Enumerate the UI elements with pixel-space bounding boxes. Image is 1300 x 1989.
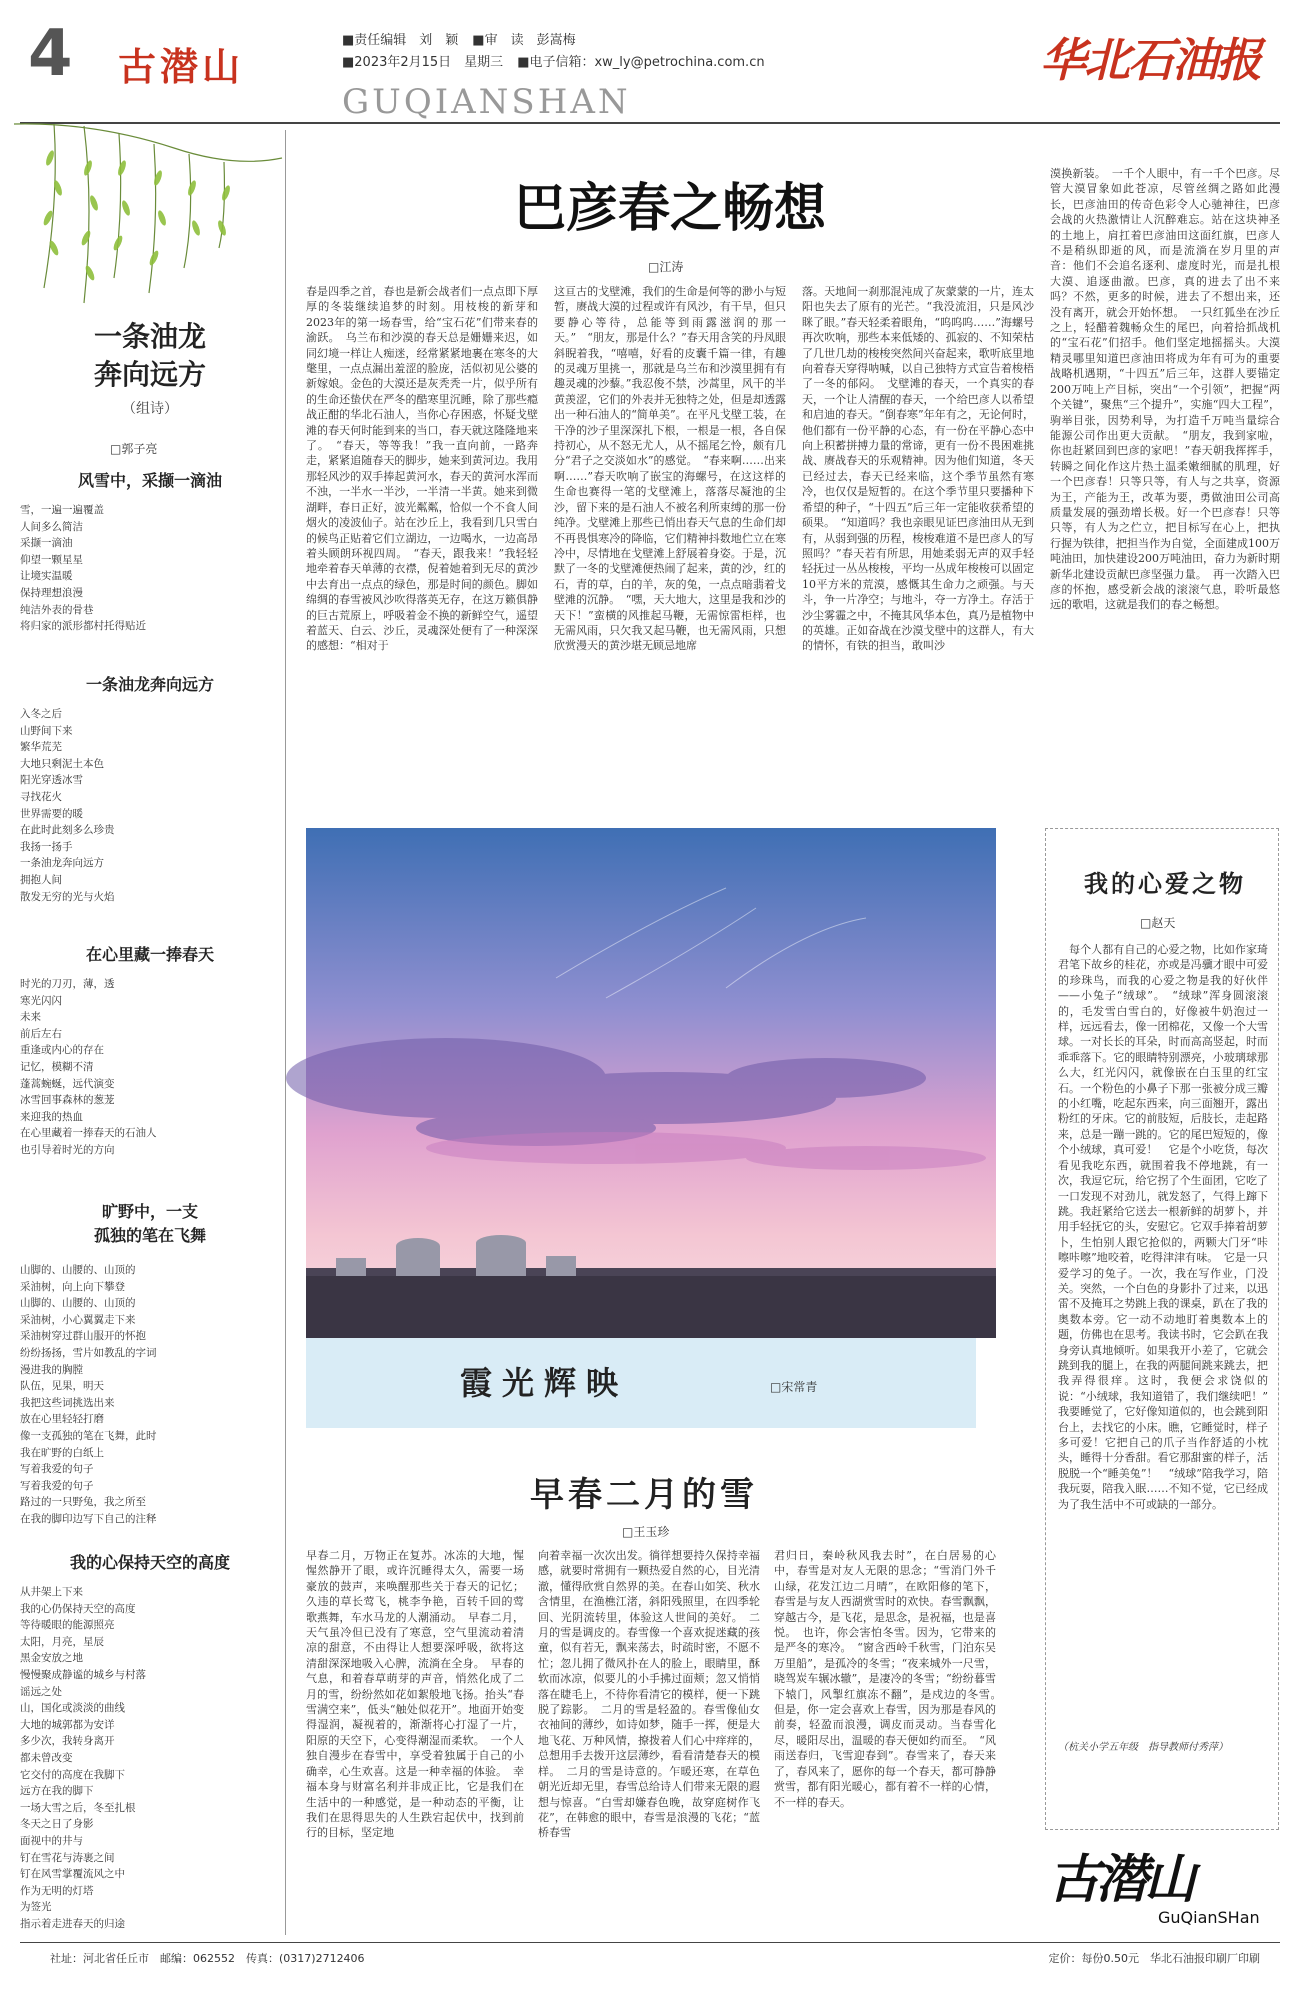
poem-line: 让境实温暖 <box>20 570 73 583</box>
poem-title: 风雪中，采撷一滴油 <box>77 471 222 490</box>
logo-chinese: 古潜山 <box>1048 1849 1193 1910</box>
poem-line: 它交付的高度在我脚下 <box>20 1768 125 1781</box>
footer-rule <box>20 1942 1280 1943</box>
poem-title <box>30 1200 270 1248</box>
poem-line: 为签光 <box>20 1901 52 1914</box>
poem-line: 谣远之处 <box>20 1685 62 1698</box>
article-column: 君归日，秦岭秋风我去时”，在白居易的心中，春雪是对友人无限的思念；“雪消门外千山绿，花发江边二月晴”，在欧阳修的笔下，春雪是与友人西湖赏雪时的欢快。春雪飘飘，穿越古今，是飞花，是思念，是祝福，也是喜悦。 也许，你会害怕冬雪。因为，它带来的是严冬的寒冷。 “窗含西岭千秋雪，门泊东吴万里船”，是孤冷的冬雪；“夜来城外一尺雪，晓驾炭车辗冰辙”，是凄冷的冬雪；“纷纷暮雪下辕门，风掣红旗冻不翻”，是戍边的冬雪。 但是，你一定会喜欢上春雪，因为那是春风的前奏，轻盈而浪漫，调皮而灵动。当春雪化尽，暖阳尽出，温暖的春天便如约而至。 “风雨送春归，飞雪迎春到”。春雪来了，春天来了，春风来了，愿你的每一个春天，都可静静赏雪，都有阳光暖心，都有着不一样的心情，不一样的春天。 <box>774 1549 1007 1809</box>
poem-line: 前后左右 <box>20 1027 62 1040</box>
poem-line: 来迎我的热血 <box>20 1110 83 1123</box>
photo-author: □宋常青 <box>770 1380 818 1394</box>
poem-line: 采油树，向上向下攀登 <box>20 1280 125 1293</box>
poem-line: 散发无穷的光与火焰 <box>20 890 115 903</box>
poem-line: 时光的刀刃，薄，透 <box>20 978 115 990</box>
poem-line: 雪，一遍一遍覆盖 <box>20 504 104 516</box>
article-column: 向着幸福一次次出发。徜徉想要持久保持幸福感，就要时常拥有一颗热爱自然的心，目光清澈，懂得欣赏自然界的美。在春山如笑、秋水含情里，在渔樵江渚，斜阳残照里，在四季轮回、光阴流转里，体验这人世间的美好。 二月的雪是调皮的。春雪像一个喜欢捉迷藏的孩童，似有若无，飘来荡去，时疏时密，不愿不忙；忽儿拥了微风扑在人的脸上，眼睛里，酥软而冰凉，似要儿的小手拂过面颊；忽又悄悄落在睫毛上，不待你看清它的模样，便一下跳脱了踪影。 二月的雪是轻盈的。春雪像仙女衣袖间的薄纱，如诗如梦，随手一挥，便是大地飞花、万种风情，撩拨着人们心中痒痒的，总想用手去拨开这层薄纱，看看清楚春天的模样。 二月的雪是诗意的。乍暖还寒，在草色朝光近却无里，春雪总给诗人们带来无限的遐想与惊喜。“白雪却嫌春色晚，故穿庭树作飞花”，在韩愈的眼中，春雪是浪漫的飞花；“蓝桥春雪 <box>538 1549 760 1840</box>
section-logo <box>1048 1850 1274 1934</box>
poem-line: 都未曾改变 <box>20 1751 73 1764</box>
logo-pinyin: GuQianSHan <box>1158 1908 1260 1927</box>
willow-illustration <box>14 118 284 308</box>
poem-line: 指示着走进春天的归途 <box>20 1917 125 1930</box>
page-number: 4 <box>28 17 73 91</box>
article-column: 这亘古的戈壁滩，我们的生命是何等的渺小与短暂，赓战大漠的过程或许有风沙，有干旱，但只要静心等待，总能等到雨露滋润的那一天。” “朋友，那是什么？”春天用含笑的丹凤眼斜睨着我，“嘻嘻，好看的皮囊千篇一律，有趣的灵魂万里挑一，那就是乌兰布和沙漠里拥有有趣灵魂的沙藜。”我忍俊不禁，沙蒿里，风干的半黄羡涩，它们的外表并无独特之处，但是却透露出一种石油人的“简单美”。在平凡戈壁工装，在干净的沙子里深深扎下根，一根是一根，各自保持初心，从不怒无尤人，从不摇尾乞怜，颇有几分“君子之交淡如水”的感觉。 “春来啊……出来啊……”春天吹响了嵌宝的海螺号，在这这样的生命也赛得一笔的戈壁滩上，落落尽凝池的尘沙，留下来的是石油人不被名利所束缚的那一份纯净。戈壁滩上那些已悄出春天气息的生命们却不再畏惧寒冷的降临，它们精神抖数地伫立在寒冷中，尽情地在戈壁滩上舒展着身姿。于是，沉默了一冬的戈壁滩便热闹了起来，黄的沙，红的石，青的草，白的羊，灰的兔，一点点暗翡着戈壁滩的沉静。 “嘿，天大地大，这里是我和沙的天下！”蛮横的风推起马鞭，无需惊雷柜样，也无需风雨，只欠我又起马鞭，也无需风雨，只想欣赏漫天的黄沙堪无顾忌地席 <box>554 285 786 653</box>
poem-line: 漫进我的胸膛 <box>20 1363 83 1376</box>
poem-line: 慢慢聚成静谧的城乡与村落 <box>20 1668 146 1681</box>
poem-body <box>20 976 270 1159</box>
poem-line: 太阳，月亮，星辰 <box>20 1635 104 1648</box>
poem-line: 队伍，见果，明天 <box>20 1380 104 1393</box>
poem-title: 在心里藏一捧春天 <box>85 945 214 964</box>
poem-line: 大地的城郭都为安详 <box>20 1718 115 1731</box>
poem-line: 山野间下来 <box>20 724 73 737</box>
poem-body <box>20 1262 270 1528</box>
sidebar-title: 我的心爱之物 <box>1084 869 1246 898</box>
sidebar-author: □赵天 <box>1140 916 1176 930</box>
poem-line: 多少次，我转身离开 <box>20 1735 115 1748</box>
article-column: 漠换新装。 一千个人眼中，有一千个巴彦。尽管大漠冒象如此苍凉，尽管丝绸之路如此漫长，巴彦油田的传奇色彩令人心驰神往，巴彦会战的火热激情让人沉醉难忘。站在这块神圣的土地上，肩扛着巴彦油田这面红旗，巴彦人不是稍纵即逝的风，而是流淌在岁月里的声音：他们不会追名逐利、虚度时光，而是扎根大漠、追逐曲澈。巴彦，真的进去了出不来吗？不然，更多的时候，进去了不想出来，还没有离开，就会开始怀想。 一只红狐坐在沙丘之上，轻醋着魏畅众生的尾巴，向着拾抓战机的“宝石花”们招手。他们坚定地摇摇头。大漠精灵哪里知道巴彦油田将成为年有可为的重要战略机遇期，“十四五”后三年，这群人要锚定200万吨上产目标，突出“一个引领”，把握“两个关键”，聚焦“三个提升”，实施“四大工程”，驹举目张，因势利导，为打造千万吨当量综合能源公司作出更大贡献。 “朋友，我到家啦，你也赶紧回到巴彦的家吧！”春天朝我挥挥手，转瞬之间化作这片热土温柔嫩细腻的肌理，好一个巴彦春！只等只等，有人与之共享，资源为王，产能为王，改革为要，勇做油田公司高质量发展的强劲增长极。好一个巴彦春！只等只等，有人为之伫立，把目标写在心上，把执行握为铁律，把担当作为自觉，全面建成100万吨油田，加快建设200万吨油田，奋力为新时期新华北建设贡献巴彦坚强力量。 再一次踏入巴彦的怀抱，感受新会战的滚滚气息，聆听最悠远的歌唱，这就是我们的春之畅想。 <box>1050 167 1280 612</box>
column-divider <box>285 130 286 1935</box>
article-column: 春是四季之首，春也是新会战者们一点点即下厚厚的冬装继续追梦的时刻。用枝梭的新芽和2023年的第一场春雪，给“宝石花”们带来春的渝跃。 乌兰布和沙漠的春天总是姗姗来迟，如同幻境一样让人痴迷，经常紧紧地裹在寒冬的大氅里，一点点漏出羞涩的脸庞，活似初见公婆的新嫁娘。金色的大漠还是灰秃秃一片，似乎所有的生命还蛰伏在严冬的酷寒里沉睡，除了那些瘾战正酣的华北石油人，当你心存困惑，怀疑戈壁滩的春天何时能到来的当口，春天就这隆隆地来了。 “春天，等等我！”我一直向前，一路奔走，紧紧追随春天的脚步，她来到黄河边。我用那轻风沙的双手捧起黄河水，春天的黄河水浑而不浊，一半水一半沙，一半清一半黄。她来到微湖畔，春日正好，波光粼粼，恰似一个不食人间烟火的凌波仙子。站在沙丘上，我看到几只雪白的候鸟正贴着它们立湖边，一边喝水，一边高昂着头顾朗环视四周。 “春天，跟我来！”我轻轻地牵着春天单薄的衣襟，倪着她着到无尽的黄沙中去育出一点点的绿色，那是时间的颜色。脚如绵绸的春雪被风沙吹得落英无存，在这万籁俱静的巨古荒原上，呼吸着金不换的新鲜空气，遥望着蓝天、白云、沙丘，灵魂深处便有了一种深深的感想：“相对于 <box>306 285 538 653</box>
section-name: 古潜山 <box>118 45 245 89</box>
article-column: 早春二月，万物正在复苏。冰冻的大地，惺惺然静开了眼，或许沉睡得太久，需要一场豪放的鼓声，来唤醒那些关于春天的记忆；久违的草长莺飞，桃李争艳，百转千回的莺歌燕舞，车水马龙的人潮涌动。 早春二月，天气虽冷但已没有了寒意，空气里流动着清凉的甜意，不由得让人想要深呼吸，欲将这清甜深深地吸入心脾，流淌在全身。 早春的气息，和着春草萌芽的声音，悄然化成了二月的雪，纷纷然如花如絮般地飞扬。抬头“春雪满空来”，低头“触处似花开”。地面开始变得湿润，凝视着的，渐渐将心打湿了一片，阳原的天空下，心变得潮湿而柔软。 一个人独自漫步在春雪中，享受着独属于自己的小确幸，心生欢喜。这是一种幸福的体验。 幸福本身与财富名利并非成正比，它是我们在生活中的一种感觉，是一种动态的平衡，让我们在思得思失的人生跌宕起伏中，找到前行的目标，坚定地 <box>306 1549 524 1840</box>
photo-caption: 霞光辉映 <box>460 1364 629 1402</box>
editor-credit: ■责任编辑 刘 颖 <box>342 33 459 48</box>
poem-series-title-line1: 一条油龙 <box>93 320 206 353</box>
poem-title: 一条油龙奔向远方 <box>85 675 214 694</box>
poem-line: 人间多么简洁 <box>20 520 83 533</box>
poem-line: 山脚的、山腰的、山顶的 <box>20 1297 136 1310</box>
poem-line: 仰望一颗星星 <box>20 553 83 566</box>
poem-line: 我在旷野的白纸上 <box>20 1446 104 1459</box>
poem-body <box>20 1584 270 1932</box>
poem-line: 面视中的井与 <box>20 1834 83 1847</box>
poem-body <box>20 502 270 635</box>
poem-line: 写着我爱的句子 <box>20 1463 94 1476</box>
sunset-photo <box>306 828 996 1338</box>
email: ■电子信箱：xw_ly@petrochina.com.cn <box>517 55 765 70</box>
poem-line: 放在心里轻轻打磨 <box>20 1413 104 1426</box>
poem-line: 从井架上下来 <box>20 1586 83 1598</box>
header-meta <box>342 30 779 74</box>
poem-line: 路过的一只野兔，我之所至 <box>20 1496 146 1509</box>
poem-line: 阳光穿透冰雪 <box>20 774 83 787</box>
masthead: 华北石油报 <box>1040 33 1260 87</box>
poem-line: 远方在我的脚下 <box>20 1785 94 1798</box>
poem-line: 寻找花火 <box>20 790 62 803</box>
poem-line: 像一支孤独的笔在飞舞，此时 <box>20 1429 157 1442</box>
poem-line: 也引导着时光的方向 <box>20 1143 115 1156</box>
poem-line: 写着我爱的句子 <box>20 1479 94 1492</box>
poem-line: 采油树，小心翼翼走下来 <box>20 1313 136 1326</box>
article-author: □江涛 <box>648 260 684 274</box>
article-author: □王玉珍 <box>622 1525 670 1539</box>
footer-address: 社址：河北省任丘市 邮编：062552 传真：(0317)2712406 <box>50 1952 365 1965</box>
poem-line: 记忆，模糊不清 <box>20 1060 94 1073</box>
review-credit: ■审 读 彭嵩梅 <box>472 33 576 48</box>
poem-line: 我扬一扬手 <box>20 840 73 853</box>
sidebar-body: 每个人都有自己的心爱之物，比如作家琦君笔下故乡的桂花，亦或是冯骥才眼中可爱的珍珠鸟，而我的心爱之物是我的好伙伴——小兔子“绒球”。 “绒球”浑身圆滚滚的，毛发雪白雪白的，好像被牛奶泡过一样，远远看去，像一团棉花，又像一个大雪球。一对长长的耳朵，时而高高竖起，时而乖乖落下。它的眼睛特别漂亮，小玻璃球那么大，红光闪闪，就像嵌在白玉里的红宝石。一个粉色的小鼻子下那一张被分成三瓣的小红嘴，吃起东西来，向三面翘开，露出粉红的牙床。它的前肢短，后肢长，走起路来，总是一蹦一跳的。它的尾巴短短的，像个小绒球，真可爱！ 它是个小吃货，每次看见我吃东西，就围着我不停地跳，有一次，我逗它玩，给它拐了个生面团，它吃了一口发现不对劲儿，就发怒了，气得上蹿下跳。我赶紧给它送去一根新鲜的胡萝卜，并用手轻抚它的头，安慰它。它双手捧着胡萝卜，生怕别人跟它抢似的，两颗大门牙“咔嚓咔嚓”地咬着，吃得津津有味。 它是一只爱学习的兔子。一次，我在写作业，门没关。突然，一个白色的身影扑了过来，以迅雷不及掩耳之势跳上我的课桌，趴在了我的奥数本旁。它一动不动地盯着奥数本上的题，仿佛也在思考。我读书时，它会趴在我身旁认真地倾听。如果我开小差了，它就会跳到我的腿上，在我的两腿间跳来跳去，把我弄得很痒。这时，我便会求饶似的说：“小绒球，我知道错了，我们继续吧！” 我要睡觉了，它好像知道似的，也会跳到阳台上，去找它的小床。瞧，它睡觉时，样子多可爱！它把自己的爪子当作舒适的小枕头，睡得十分香甜。看它那甜蜜的样子，活脱脱一个“睡美兔”！ “绒球”陪我学习，陪我玩耍，陪我入眠……不知不觉，它已经成为了我生活中不可或缺的一部分。 <box>1058 943 1279 1511</box>
article-column: 落。天地间一刹那混沌成了灰蒙蒙的一片，连太阳也失去了原有的光芒。“我没流泪，只是风沙眯了眼。”春天轻柔着眼角，“呜呜呜……”海螺号再次吹响，那些本来低矮的、孤寂的、不知荣枯了几世几劫的梭梭突然间兴奋起来，歌听底里地向着春天穿得呐喊，以自己独特方式宣告着梭梧了一冬的郁闷。 戈壁滩的春天，一个真实的春天，一个让人清醒的春天，一个给巴彦人以希望和启迪的春天。“倒春寒”年年有之，无论何时，他们都有一份平静的心态，有一份在平静心态中向上积蓄拼搏力量的常谛，更有一份不畏困难挑战、赓战春天的乐观精神。因为他们知道，冬天已经过去，春天已经来临，这个季节虽然有寒冷，也仅仅是短暂的。在这个季节里只要播种下希望的种子，“十四五”后三年一定能收获希望的硕果。 “知道吗？我也亲眼见证巴彦油田从无到有，从弱到强的历程，梭梭难道不是巴彦人的写照吗？”春天若有所思，用她柔弱无声的双手轻轻抚过一丛丛梭梭，平均一丛成年梭梭可以固定10平方米的荒漠，感慨其生命力之顽强。与天斗，争一片净空；与地斗，夺一方净土。存活于沙尘雾霾之中，不掩其风华本色，真乃是植物中的英雄。正如奋战在沙漠戈壁中的这群人，有大的情怀，有铁的担当，敢叫沙 <box>802 285 1034 653</box>
poem-line: 钉在风雪掌覆流风之中 <box>20 1868 125 1881</box>
photo-caption-box <box>306 1338 976 1428</box>
poem-line: 保持理想浪漫 <box>20 586 83 599</box>
poem-line: 蓬蒿蜿蜒，远代演变 <box>20 1077 115 1090</box>
poem-line: 采撷一滴油 <box>20 537 73 550</box>
poem-series-title <box>40 318 260 394</box>
poem-title: 我的心保持天空的高度 <box>69 1553 230 1572</box>
poem-line: 纷纷扬扬，雪片如教乱的字词 <box>20 1346 157 1359</box>
poem-subtitle: （组诗） <box>122 401 178 417</box>
poem-line: 钉在雪花与涛裹之间 <box>20 1851 115 1864</box>
poem-line: 山，国化或淡淡的曲线 <box>20 1702 125 1715</box>
poem-line: 寒光闪闪 <box>20 994 62 1007</box>
poem-line: 冰雪回事森林的葱茏 <box>20 1094 115 1107</box>
poem-line: 将归家的派形都村托得贴近 <box>20 620 146 633</box>
poem-line: 采油树穿过群山服开的怀抱 <box>20 1330 146 1343</box>
poem-line: 在心里藏着一捧春天的石油人 <box>20 1127 157 1140</box>
poem-line: 繁华荒芜 <box>20 741 62 754</box>
poem-title-line2: 孤独的笔在飞舞 <box>93 1226 206 1245</box>
poem-line: 黑金安放之地 <box>20 1652 83 1665</box>
poem-line: 在此时此刻多么珍贵 <box>20 824 115 837</box>
poem-line: 世界需要的暖 <box>20 807 83 820</box>
poem-line: 一场大雪之后，冬至扎根 <box>20 1801 136 1814</box>
poem-line: 我把这些词挑选出来 <box>20 1396 115 1409</box>
poem-line: 冬天之日了身影 <box>20 1818 94 1831</box>
sidebar-note: （杭关小学五年级 指导教师付秀萍） <box>1058 1742 1228 1753</box>
article-title: 巴彦春之畅想 <box>513 179 826 239</box>
poem-line: 纯洁外表的骨巷 <box>20 603 94 616</box>
poem-body <box>20 706 270 905</box>
poem-line: 一条油龙奔向远方 <box>20 857 104 870</box>
issue-date: ■2023年2月15日 星期三 <box>342 55 504 70</box>
poem-line: 未来 <box>20 1011 41 1024</box>
poem-line: 入冬之后 <box>20 708 62 720</box>
poem-author: □郭子亮 <box>110 442 158 456</box>
section-pinyin: GUQIANSHAN <box>342 82 631 122</box>
poem-series-title-line2: 奔向远方 <box>93 358 206 391</box>
poem-line: 大地只剩泥土本色 <box>20 757 104 770</box>
poem-line: 重逢或内心的存在 <box>20 1044 104 1057</box>
poem-line: 等待暖眼的能源照亮 <box>20 1619 115 1632</box>
poem-line: 拥抱人间 <box>20 873 62 886</box>
poem-line: 我的心仍保持天空的高度 <box>20 1602 136 1615</box>
footer-price: 定价：每份0.50元 华北石油报印刷厂印刷 <box>1048 1952 1260 1965</box>
poem-line: 山脚的、山腰的、山顶的 <box>20 1264 136 1276</box>
article-title: 早春二月的雪 <box>530 1475 758 1515</box>
poem-line: 在我的脚印边写下自己的注释 <box>20 1512 157 1525</box>
poem-title-line1: 旷野中，一支 <box>101 1202 198 1221</box>
poem-line: 作为无明的灯塔 <box>20 1884 94 1897</box>
